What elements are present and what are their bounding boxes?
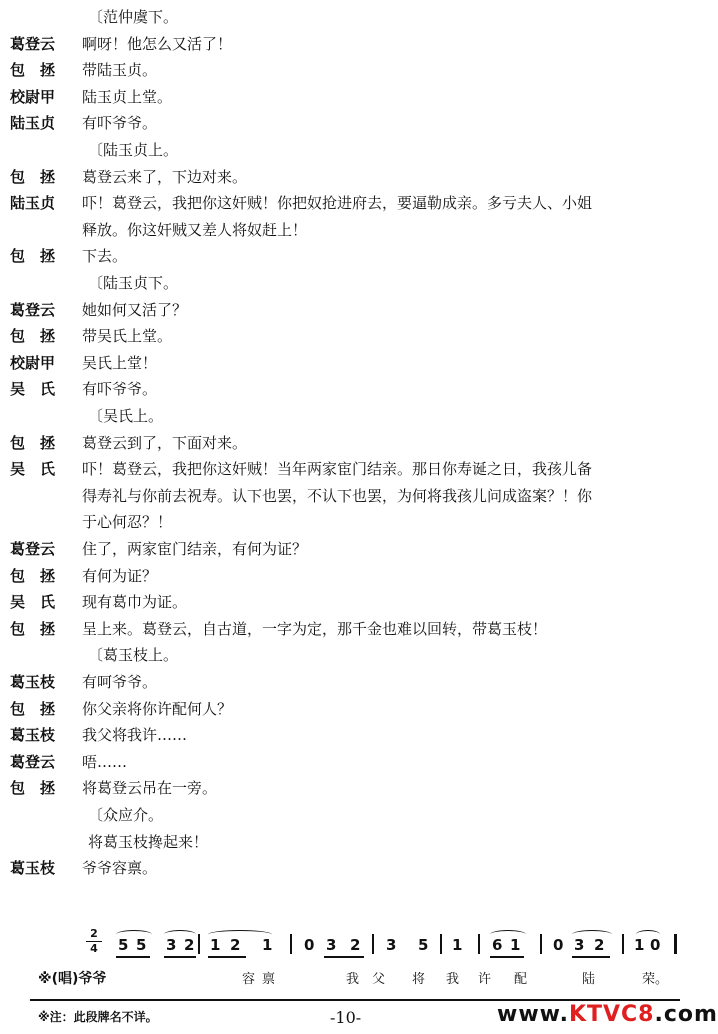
dialogue-line [0, 616, 700, 642]
note: 0 [304, 936, 315, 954]
speaker-name: 葛玉枝 [10, 726, 56, 745]
speaker-name: 包 拯 [10, 566, 56, 585]
dialogue-text: 得寿礼与你前去祝寿。认下也罢，不认下也罢，为何将我孩儿问成盗案？！你 [82, 486, 593, 505]
dialogue-text: 爷爷容禀。 [82, 859, 158, 878]
stage-direction-text: 〔众应介。 [88, 806, 164, 824]
lyric-syllable: 我 [446, 972, 460, 987]
dialogue-text: 住了，两家宦门结亲，有何为证？ [82, 540, 308, 558]
stage-direction-text: 〔陆玉贞上。 [88, 141, 179, 159]
dialogue-line [0, 589, 700, 615]
note: 5 [136, 936, 147, 954]
dialogue-line [0, 350, 700, 376]
dialogue-text: 将葛登云吊在一旁。 [82, 779, 218, 798]
speaker-name: 葛玉枝 [10, 859, 56, 878]
note: 2 [184, 936, 195, 954]
barline [478, 934, 480, 954]
dialogue-text: 葛登云到了，下面对来。 [82, 433, 248, 452]
slur [164, 930, 196, 939]
dialogue-text: 吓！葛登云，我把你这奸贼！当年两家宦门结亲。那日你寿诞之日，我孩儿备 [82, 460, 593, 479]
barline [198, 934, 200, 954]
dialogue-text: 吴氏上堂！ [82, 353, 158, 372]
barline [540, 934, 542, 954]
lyric-syllable: 配 [514, 972, 528, 987]
stage-direction-text: 〔葛玉枝上。 [88, 646, 179, 665]
dialogue-line [0, 243, 700, 269]
dialogue-text: 陆玉贞上堂。 [82, 87, 173, 106]
speaker-name: 校尉甲 [10, 87, 56, 106]
note: 1 [452, 936, 463, 954]
note: 1 [510, 936, 521, 954]
stage-direction [0, 642, 700, 668]
dialogue-text: 下去。 [82, 247, 128, 266]
dialogue-line [0, 696, 700, 722]
slur [636, 930, 660, 939]
speaker-name: 包 拯 [10, 779, 56, 798]
speaker-name: 包 拯 [10, 433, 56, 452]
footnote: ※注：此段牌名不详。 [38, 1010, 158, 1024]
speaker-name: 陆玉贞 [10, 194, 56, 213]
stage-direction [0, 137, 700, 163]
slur [208, 930, 272, 939]
lyric-syllable: 容 [242, 972, 256, 987]
dialogue-line [0, 376, 700, 402]
dialogue-line [0, 829, 700, 855]
speaker-name: 包 拯 [10, 619, 56, 638]
beam-underline [164, 956, 196, 958]
dialogue-line [0, 217, 700, 243]
lyric-syllable: 父 [372, 972, 386, 987]
speaker-name: 包 拯 [10, 327, 56, 346]
speaker-name: 葛玉枝 [10, 673, 56, 691]
stage-direction-text: 〔吴氏上。 [88, 407, 164, 425]
dialogue-text: 将葛玉枝搀起来！ [88, 832, 209, 851]
dialogue-line [0, 536, 700, 562]
dialogue-text: 现有葛巾为证。 [82, 593, 188, 612]
stage-direction [0, 4, 700, 30]
beam-underline [490, 956, 524, 958]
stage-direction [0, 403, 700, 429]
dialogue-line [0, 749, 700, 775]
note: 2 [230, 936, 241, 954]
dialogue-line [0, 164, 700, 190]
dialogue-text: 释放。你这奸贼又差人将奴赶上！ [82, 220, 308, 239]
lyric-syllable: 许 [478, 972, 492, 987]
note: 3 [386, 936, 397, 954]
dialogue-line [0, 775, 700, 801]
dialogue-line [0, 563, 700, 589]
barline [622, 934, 624, 954]
note: 2 [594, 936, 605, 954]
dialogue-line [0, 190, 700, 216]
barline [440, 934, 442, 954]
beam-underline [208, 956, 246, 958]
footer-rule [30, 999, 680, 1001]
dialogue-line [0, 483, 700, 509]
note: 3 [326, 936, 337, 954]
dialogue-text: 呈上来。葛登云，自古道，一字为定，那千金也难以回转，带葛玉枝！ [82, 619, 548, 638]
dialogue-line [0, 57, 700, 83]
note: 1 [262, 936, 273, 954]
note: 1 [210, 936, 221, 954]
stage-direction-text: 〔陆玉贞下。 [88, 274, 179, 292]
stage-direction [0, 270, 700, 296]
barline [674, 934, 677, 954]
note: 0 [553, 936, 564, 954]
dialogue-line [0, 669, 700, 695]
dialogue-line [0, 110, 700, 136]
speaker-name: 陆玉贞 [10, 114, 56, 133]
dialogue-text: 你父亲将你许配何人？ [82, 699, 233, 718]
watermark-brand: KTVC8 [568, 1002, 655, 1027]
dialogue-line [0, 31, 700, 57]
speaker-name: 吴 氏 [10, 593, 56, 612]
beam-underline [116, 956, 150, 958]
lyric-syllable: 陆 [582, 972, 596, 987]
lyric-syllable: 将 [412, 972, 426, 987]
time-signature-bottom: 4 [90, 942, 98, 955]
dialogue-line [0, 456, 700, 482]
lyric-syllable: 荣。 [642, 972, 669, 987]
dialogue-text: 唔…… [82, 752, 128, 771]
speaker-name: 葛登云 [10, 752, 56, 771]
dialogue-text: 有吓爷爷。 [82, 114, 158, 133]
dialogue-line [0, 509, 700, 535]
dialogue-line [0, 323, 700, 349]
dialogue-text: 有何为证？ [82, 566, 158, 585]
barline [372, 934, 374, 954]
stage-direction-text: 〔范仲虞下。 [88, 8, 179, 26]
note: 1 [634, 936, 645, 954]
speaker-name: 包 拯 [10, 167, 56, 186]
music-score [0, 928, 700, 998]
speaker-name: 葛登云 [10, 34, 56, 53]
slur [116, 930, 152, 939]
note: 3 [166, 936, 177, 954]
dialogue-text: 吓！葛登云，我把你这奸贼！你把奴抢进府去，要逼勒成亲。多亏夫人、小姐 [82, 194, 593, 213]
speaker-name: 吴 氏 [10, 460, 56, 479]
dialogue-line [0, 84, 700, 110]
lyric-syllable: 禀 [262, 972, 276, 987]
dialogue-text: 有吓爷爷。 [82, 380, 158, 399]
dialogue-text: 她如何又活了？ [82, 300, 188, 319]
speaker-name: 包 拯 [10, 61, 56, 80]
dialogue-line [0, 722, 700, 748]
beam-underline [324, 956, 364, 958]
speaker-name: 包 拯 [10, 247, 56, 266]
dialogue-text: 带陆玉贞。 [82, 61, 158, 80]
dialogue-line [0, 430, 700, 456]
speaker-name: 包 拯 [10, 699, 56, 718]
speaker-name: 葛登云 [10, 540, 56, 558]
lyric-label: ※(唱)爷爷 [38, 971, 107, 987]
dialogue-text: 我父将我许…… [82, 726, 188, 745]
dialogue-text: 有呵爷爷。 [82, 673, 158, 691]
beam-underline [572, 956, 610, 958]
note: 5 [418, 936, 429, 954]
speaker-name: 校尉甲 [10, 353, 56, 372]
watermark-com: .com [654, 1002, 718, 1027]
note: 0 [650, 936, 661, 954]
time-signature-top: 2 [90, 927, 98, 940]
slur [490, 930, 526, 939]
dialogue-text: 带吴氏上堂。 [82, 327, 173, 346]
dialogue-text: 于心何忍？！ [82, 513, 173, 532]
dialogue-text: 啊呀！他怎么又活了！ [82, 34, 233, 53]
page-number: -10- [330, 1008, 362, 1027]
note: 6 [492, 936, 503, 954]
note: 3 [574, 936, 585, 954]
barline [290, 934, 292, 954]
time-signature [86, 928, 102, 955]
lyric-syllable: 我 [346, 972, 360, 987]
slur [572, 930, 612, 939]
watermark-logo [497, 1002, 718, 1027]
watermark-www: www. [497, 1002, 569, 1027]
dialogue-text: 葛登云来了，下边对来。 [82, 167, 248, 186]
speaker-name: 葛登云 [10, 300, 56, 319]
note: 5 [118, 936, 129, 954]
stage-direction [0, 802, 700, 828]
dialogue-line [0, 297, 700, 323]
dialogue-line [0, 855, 700, 881]
speaker-name: 吴 氏 [10, 380, 56, 399]
note: 2 [350, 936, 361, 954]
